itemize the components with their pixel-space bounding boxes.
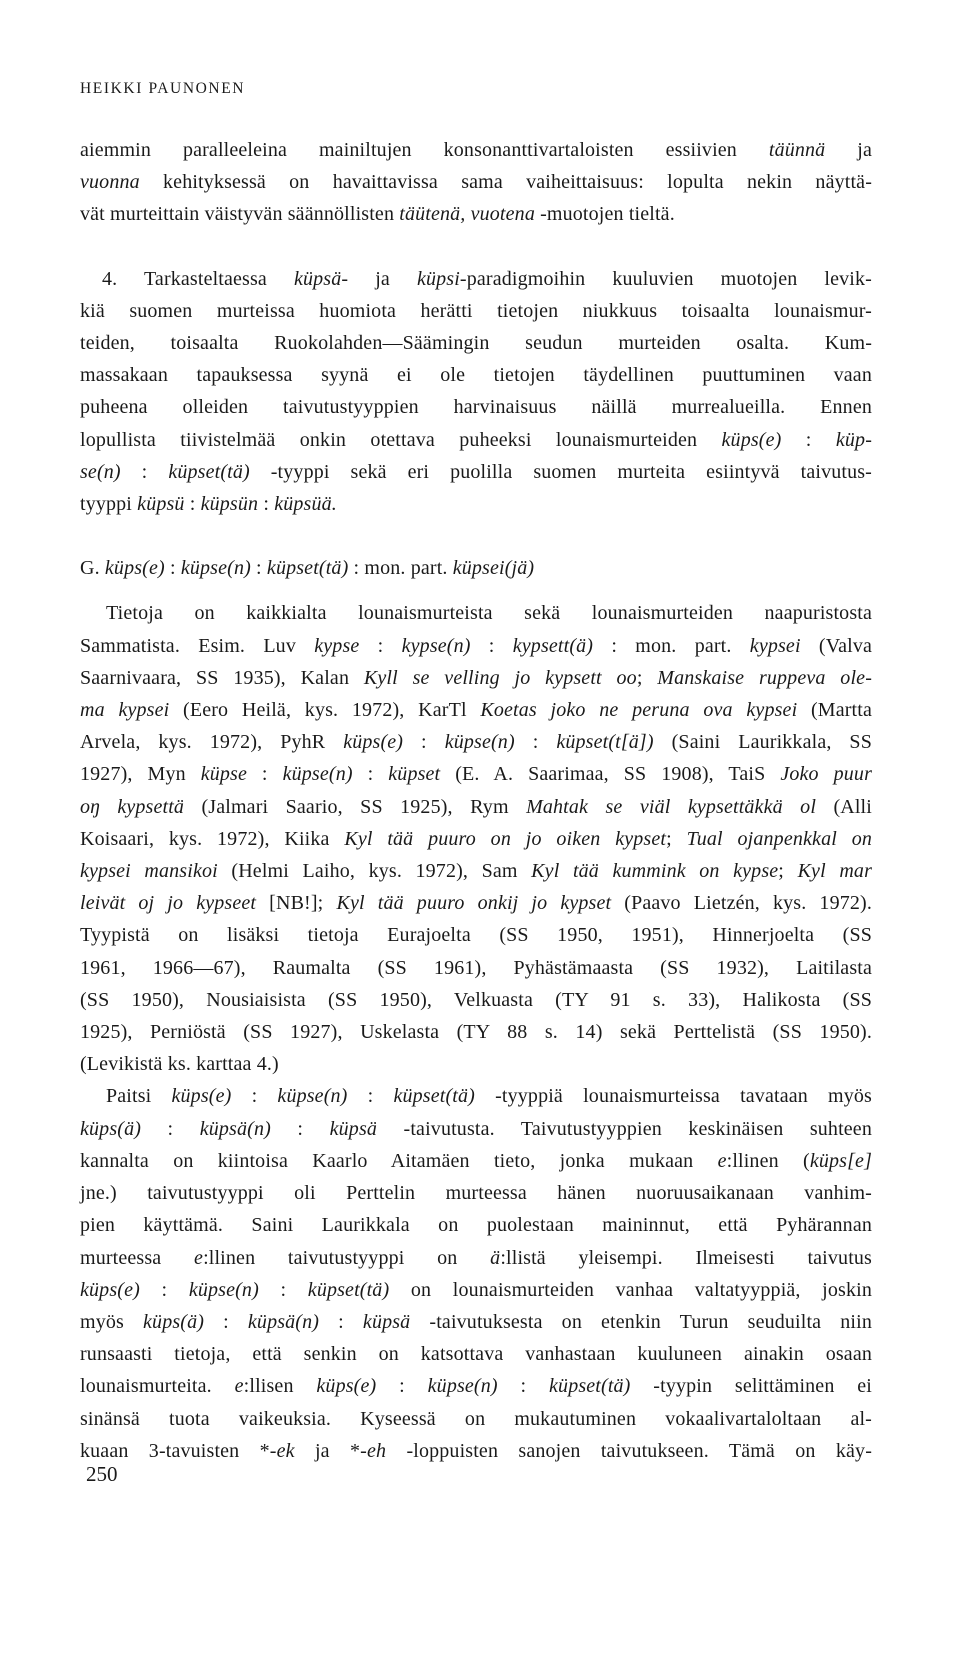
- italic-run: küpset(tä): [307, 1278, 390, 1301]
- italic-run: küpset(tä): [168, 460, 250, 483]
- text-line: [80, 166, 872, 198]
- section-heading: [80, 552, 872, 584]
- italic-run: täünnä: [768, 139, 826, 161]
- italic-run: oŋ kypsettä: [80, 795, 185, 818]
- paragraph-gap: [80, 584, 872, 597]
- text-run: teiden, toisaalta Ruokolahden—Säämingin seudun murteiden osalta. Kum-: [80, 332, 872, 355]
- italic-run: küpset(tä): [393, 1085, 475, 1108]
- text-line: [80, 1370, 872, 1402]
- italic-run: küpse(n): [444, 731, 515, 754]
- italic-run: Kyl tää puuro onkij jo kypset: [336, 892, 612, 915]
- text-line: [80, 1338, 872, 1370]
- text-run: :: [270, 1117, 330, 1140]
- text-line: [80, 295, 872, 327]
- text-run: -muotojen tieltä.: [534, 203, 675, 226]
- italic-run: ma kypsei: [80, 699, 170, 722]
- italic-run: küpse(n): [277, 1085, 348, 1108]
- text-run: :: [120, 460, 169, 483]
- italic-run: küpset(tä): [266, 557, 349, 580]
- text-run: :: [359, 634, 402, 657]
- italic-run: küps(e): [316, 1375, 377, 1398]
- text-line: [80, 726, 872, 758]
- text-line: [80, 327, 872, 359]
- italic-run: küpse(n): [180, 557, 251, 580]
- text-run: (Paavo Lietzén, kys. 1972).: [611, 892, 872, 915]
- italic-run: kypsei mansikoi: [80, 860, 218, 883]
- text-run: :: [781, 428, 836, 451]
- text-run: runsaasti tietoja, että senkin on katsottava vanhastaan kuuluneen ainakin osaan: [80, 1343, 872, 1366]
- text-run: massakaan tapauksessa syynä ei ole tietojen täydellinen puuttuminen vaan: [80, 364, 872, 387]
- text-run: Arvela, kys. 1972), PyhR: [80, 731, 344, 754]
- text-run: on lounaismurteiden vanhaa valtatyyppiä, joskin: [389, 1278, 872, 1301]
- text-line: [80, 1306, 872, 1338]
- text-run: :: [139, 1278, 189, 1301]
- text-line: [80, 597, 872, 629]
- italic-run: küps(e): [80, 1278, 140, 1301]
- text-line: [80, 1177, 872, 1209]
- text-run: :: [376, 1375, 428, 1398]
- italic-run: küps(ä): [80, 1117, 142, 1140]
- text-run: 1925), Perniöstä (SS 1927), Uskelasta (TY 88 s. 14) sekä Perttelistä (SS 1950).: [80, 1021, 872, 1044]
- text-line: [80, 887, 872, 919]
- italic-run: kypsei: [749, 634, 801, 657]
- text-run: ja: [348, 267, 417, 290]
- italic-run: küpsä: [329, 1117, 378, 1140]
- text-run: ;: [636, 666, 658, 689]
- paragraph-gap: [80, 520, 872, 552]
- text-line: [80, 855, 872, 887]
- body-text: [80, 134, 872, 1467]
- text-run: (Valva: [800, 634, 873, 657]
- text-run: Saarnivaara, SS 1935), Kalan: [80, 666, 364, 689]
- italic-run: e: [194, 1246, 204, 1269]
- text-run: :llinen (: [726, 1149, 810, 1172]
- text-run: :llistä yleisempi. Ilmeisesti taivutus: [500, 1246, 872, 1269]
- text-run: :: [470, 634, 513, 657]
- italic-run: Manskaise ruppeva ole-: [657, 666, 872, 689]
- text-run: :: [184, 493, 201, 516]
- italic-run: ek: [276, 1439, 295, 1462]
- text-run: lounaismurteita.: [80, 1375, 235, 1398]
- text-run: :: [497, 1375, 550, 1398]
- italic-run: küpsä(n): [247, 1310, 320, 1333]
- text-line: [80, 630, 872, 662]
- text-run: lopullista tiivistelmää onkin otettava puheeksi lounaismurteiden: [80, 428, 722, 451]
- paragraph-gap: [80, 231, 872, 263]
- text-run: -tyyppiä lounaismurteissa tavataan myös: [474, 1085, 872, 1108]
- text-run: (Eero Heilä, kys. 1972), KarTl: [169, 699, 481, 722]
- text-line: [80, 791, 872, 823]
- text-run: kuaan 3-tavuisten *-: [80, 1439, 277, 1462]
- text-run: 1927), Myn: [80, 763, 201, 786]
- italic-run: Tual ojanpenkkal on: [686, 827, 872, 850]
- text-line: [80, 823, 872, 855]
- text-run: tyyppi: [80, 493, 138, 516]
- text-run: murteessa: [80, 1246, 195, 1269]
- text-line: [80, 456, 872, 488]
- italic-run: Mahtak se viäl kypsettäkkä ol: [526, 795, 817, 818]
- italic-run: küpsä: [362, 1310, 411, 1333]
- text-run: : mon. part.: [348, 557, 453, 580]
- text-run: -loppuisten sanojen taivutukseen. Tämä on käy-: [386, 1439, 873, 1462]
- italic-run: kypse(n): [401, 634, 471, 657]
- text-run: vät murteittain väistyvän säännöllisten: [80, 203, 400, 226]
- italic-run: küps(e): [171, 1085, 232, 1108]
- italic-run: küpsü: [137, 493, 185, 516]
- text-line: [80, 952, 872, 984]
- page-number: 250: [86, 1462, 118, 1486]
- text-run: :: [231, 1085, 278, 1108]
- text-run: (Jalmari Saario, SS 1925), Rym: [184, 795, 527, 818]
- text-run: G.: [80, 557, 105, 580]
- italic-run: küps(e): [343, 731, 404, 754]
- text-run: :: [204, 1310, 248, 1333]
- text-run: -tyypin selittäminen ei: [630, 1375, 873, 1398]
- text-run: :: [319, 1310, 363, 1333]
- text-run: :llinen taivutustyyppi on: [203, 1246, 491, 1269]
- italic-run: eh: [366, 1439, 387, 1462]
- text-run: :: [246, 763, 283, 786]
- text-line: [80, 1113, 872, 1145]
- text-line: [80, 391, 872, 423]
- running-header: HEIKKI PAUNONEN: [80, 80, 246, 97]
- italic-run: küpse: [200, 763, 247, 786]
- italic-run: küpsüä.: [274, 493, 337, 516]
- text-line: [80, 1209, 872, 1241]
- italic-run: küps(ä): [143, 1310, 205, 1333]
- text-run: 1961, 1966—67), Raumalta (SS 1961), Pyhästämaasta (SS 1932), Laitilasta: [80, 956, 872, 979]
- text-run: myös: [80, 1310, 144, 1333]
- text-line: [80, 1080, 872, 1112]
- text-run: (Alli: [816, 795, 872, 818]
- text-line: [80, 758, 872, 790]
- text-run: kannalta on kiintoisa Kaarlo Aitamäen tieto, jonka mukaan: [80, 1149, 718, 1172]
- text-run: :: [352, 763, 389, 786]
- text-run: :: [164, 557, 181, 580]
- text-line: [80, 1403, 872, 1435]
- text-run: 4. Tarkasteltaessa: [102, 267, 294, 290]
- text-run: :: [141, 1117, 200, 1140]
- italic-run: küps(e): [721, 428, 782, 451]
- text-run: Paitsi: [106, 1085, 172, 1108]
- text-run: Tietoja on kaikkialta lounaismurteista sekä lounaismurteiden naapuristosta: [106, 602, 872, 625]
- italic-run: leivät oj jo kypseet: [80, 892, 257, 915]
- italic-run: küpse(n): [427, 1375, 498, 1398]
- text-line: [80, 1242, 872, 1274]
- italic-run: Kyl mar: [797, 860, 873, 883]
- italic-run: küpse(n): [188, 1278, 259, 1301]
- text-line: [80, 662, 872, 694]
- text-run: :: [403, 731, 445, 754]
- text-run: kiä suomen murteissa huomiota herätti tietojen niukkuus toisaalta lounaismur-: [80, 299, 872, 322]
- text-line: [80, 359, 872, 391]
- italic-run: e: [234, 1375, 244, 1398]
- text-run: :: [258, 1278, 308, 1301]
- italic-run: küpset(t[ä]): [556, 731, 654, 754]
- text-run: -taivutusta. Taivutustyyppien keskinäisen suhteen: [377, 1117, 872, 1140]
- text-run: ;: [778, 860, 798, 883]
- text-run: paradigmoihin kuuluvien muotojen levik-: [466, 267, 872, 290]
- italic-run: kypsett(ä): [512, 634, 594, 657]
- text-run: (Helmi Laiho, kys. 1972), Sam: [217, 860, 532, 883]
- italic-run: küpset: [388, 763, 441, 786]
- italic-run: küpsä-: [293, 267, 349, 290]
- text-run: pien käyttämä. Saini Laurikkala on puolestaan maininnut, että Pyhärannan: [80, 1214, 872, 1237]
- text-run: :: [250, 557, 267, 580]
- italic-run: küpsün: [200, 493, 259, 516]
- text-run: ;: [666, 827, 687, 850]
- italic-run: küpsä(n): [199, 1117, 271, 1140]
- italic-run: Kyl tää kummink on kypse: [531, 860, 779, 883]
- italic-run: küps[e]: [809, 1149, 872, 1172]
- text-line: [80, 134, 872, 166]
- text-line: [80, 1435, 872, 1467]
- italic-run: vuonna: [80, 171, 140, 194]
- text-line: [80, 1145, 872, 1177]
- italic-run: kypse: [314, 634, 360, 657]
- text-run: ja *-: [294, 1439, 367, 1462]
- italic-run: küpset(tä): [549, 1375, 631, 1398]
- italic-run: se(n): [80, 460, 121, 483]
- text-run: aiemmin paralleeleina mainiltujen konsonanttivartaloisten essiivien: [80, 139, 769, 161]
- text-line: [80, 198, 872, 230]
- italic-run: ä: [490, 1246, 501, 1269]
- text-line: [80, 263, 872, 295]
- text-line: [80, 488, 872, 520]
- text-line: [80, 1048, 872, 1080]
- text-run: ja: [825, 139, 872, 161]
- text-run: (Martta: [797, 699, 873, 722]
- text-run: Koisaari, kys. 1972), Kiika: [80, 827, 345, 850]
- text-line: [80, 919, 872, 951]
- italic-run: küps(e): [104, 557, 165, 580]
- text-run: (SS 1950), Nousiaisista (SS 1950), Velkuasta (TY 91 s. 33), Halikosta (SS: [80, 988, 872, 1011]
- text-run: Tyypistä on lisäksi tietoja Eurajoelta (SS 1950, 1951), Hinnerjoelta (SS: [80, 924, 872, 947]
- text-run: :: [258, 493, 275, 516]
- text-run: (Saini Laurikkala, SS: [653, 731, 872, 754]
- text-run: : mon. part.: [593, 634, 750, 657]
- italic-run: küp-: [835, 428, 873, 451]
- text-run: -taivutuksesta on etenkin Turun seuduilta niin: [410, 1310, 872, 1333]
- text-run: [NB!];: [256, 892, 337, 915]
- italic-run: Koetas joko ne peruna ova kypsei: [480, 699, 798, 722]
- italic-run: küpsi-: [416, 267, 467, 290]
- text-run: jne.) taivutustyyppi oli Perttelin murteessa hänen nuoruusaikanaan vanhim-: [80, 1182, 872, 1205]
- text-run: Sammatista. Esim. Luv: [80, 634, 315, 657]
- text-run: (E. A. Saarimaa, SS 1908), TaiS: [440, 763, 781, 786]
- text-run: :llisen: [243, 1375, 317, 1398]
- italic-run: küpse(n): [282, 763, 353, 786]
- italic-run: täütenä, vuotena: [399, 203, 535, 226]
- text-run: :: [347, 1085, 394, 1108]
- italic-run: Kyll se velling jo kypsett oo: [363, 666, 637, 689]
- text-line: [80, 1274, 872, 1306]
- text-run: :: [514, 731, 557, 754]
- italic-run: Kyl tää puuro on jo oiken kypset: [344, 827, 667, 850]
- text-line: [80, 424, 872, 456]
- italic-run: e: [717, 1149, 727, 1172]
- text-run: -tyyppi sekä eri puolilla suomen murteita esiintyvä taivutus-: [249, 460, 872, 483]
- text-line: [80, 984, 872, 1016]
- italic-run: küpsei(jä): [452, 557, 535, 580]
- text-run: sinänsä tuota vaikeuksia. Kyseessä on mukautuminen vokaalivartaloltaan al-: [80, 1407, 872, 1430]
- text-line: [80, 1016, 872, 1048]
- italic-run: Joko puur: [780, 763, 873, 786]
- text-run: kehityksessä on havaittavissa sama vaiheittaisuus: lopulta nekin näyttä-: [139, 171, 872, 194]
- text-run: puheena olleiden taivutustyyppien harvinaisuus näillä murrealueilla. Ennen: [80, 396, 872, 419]
- text-line: [80, 694, 872, 726]
- text-run: (Levikistä ks. karttaa 4.): [80, 1053, 279, 1076]
